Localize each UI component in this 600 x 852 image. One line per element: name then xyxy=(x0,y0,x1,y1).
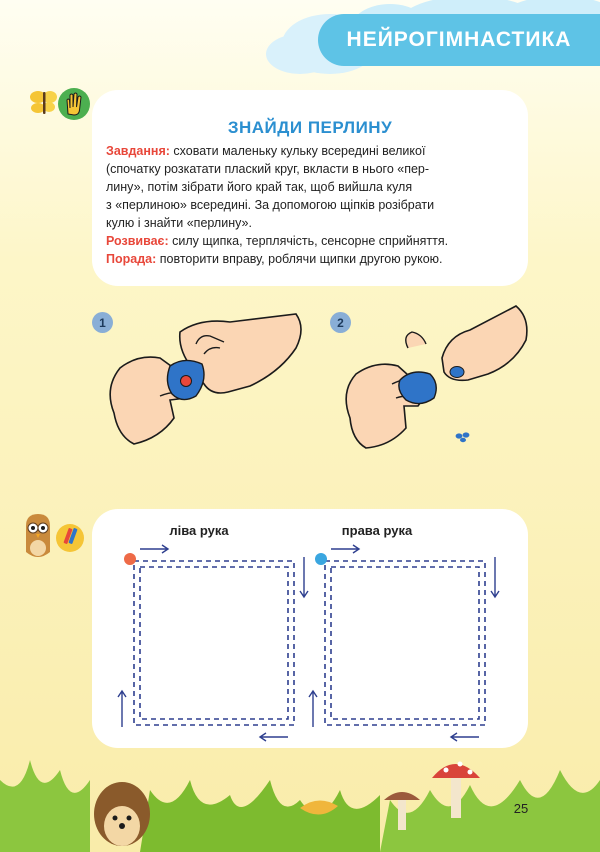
assignment-line-3: лину», потім зібрати його край так, щоб вийшла куля xyxy=(106,180,413,194)
right-hand-label: права рука xyxy=(341,523,413,538)
page-number: 25 xyxy=(513,801,529,816)
hand-icon xyxy=(58,88,90,120)
right-top-arrow xyxy=(331,545,359,553)
assignment-line-2: (спочатку розкатати плаский круг, вкласти в нього «пер- xyxy=(106,162,430,176)
left-start-dot xyxy=(124,553,136,565)
tracing-card xyxy=(92,509,528,748)
right-trace-square xyxy=(325,561,485,725)
task-description xyxy=(106,142,516,268)
step-2-hands-illustration xyxy=(330,288,550,478)
left-trace-square xyxy=(134,561,294,725)
hedgehog-icon xyxy=(94,782,150,846)
left-hand-label: ліва рука xyxy=(169,523,229,538)
develops-label: Розвиває: xyxy=(106,234,169,248)
grass-scenery xyxy=(0,740,600,852)
advice-line: Порада: повторити вправу, роблячи щипки другою рукою. xyxy=(106,252,443,266)
right-right-arrow xyxy=(491,557,499,597)
assignment-line-1: Завдання: сховати маленьку кульку всередині великої xyxy=(106,144,426,158)
assignment-label: Завдання: xyxy=(106,144,170,158)
task-card xyxy=(92,90,528,286)
step-badge-1: 1 xyxy=(92,312,113,333)
step-badge-2: 2 xyxy=(330,312,351,333)
right-trace-square-inner xyxy=(331,567,479,719)
activity-icons xyxy=(26,84,92,124)
task-title: ЗНАЙДИ ПЕРЛИНУ xyxy=(227,118,393,137)
butterfly-icon xyxy=(30,91,57,114)
step-1-hands-illustration xyxy=(100,288,320,478)
advice-label: Порада: xyxy=(106,252,157,266)
tracing-paths xyxy=(92,509,528,748)
left-left-arrow xyxy=(118,691,126,727)
section-title: НЕЙРОГІМНАСТИКА xyxy=(346,28,572,51)
right-left-arrow xyxy=(309,691,317,727)
left-right-arrow xyxy=(300,557,308,597)
pencil-icon xyxy=(56,524,84,552)
left-trace-square-inner xyxy=(140,567,288,719)
owl-icon xyxy=(18,508,88,568)
develops-line: Розвиває: силу щипка, терплячість, сенсорне сприйняття. xyxy=(106,234,449,248)
right-start-dot xyxy=(315,553,327,565)
left-top-arrow xyxy=(140,545,168,553)
assignment-line-5: кулю і знайти «перлину». xyxy=(106,216,252,230)
assignment-line-4: з «перлиною» всередині. За допомогою щіпків розібрати xyxy=(106,198,435,212)
